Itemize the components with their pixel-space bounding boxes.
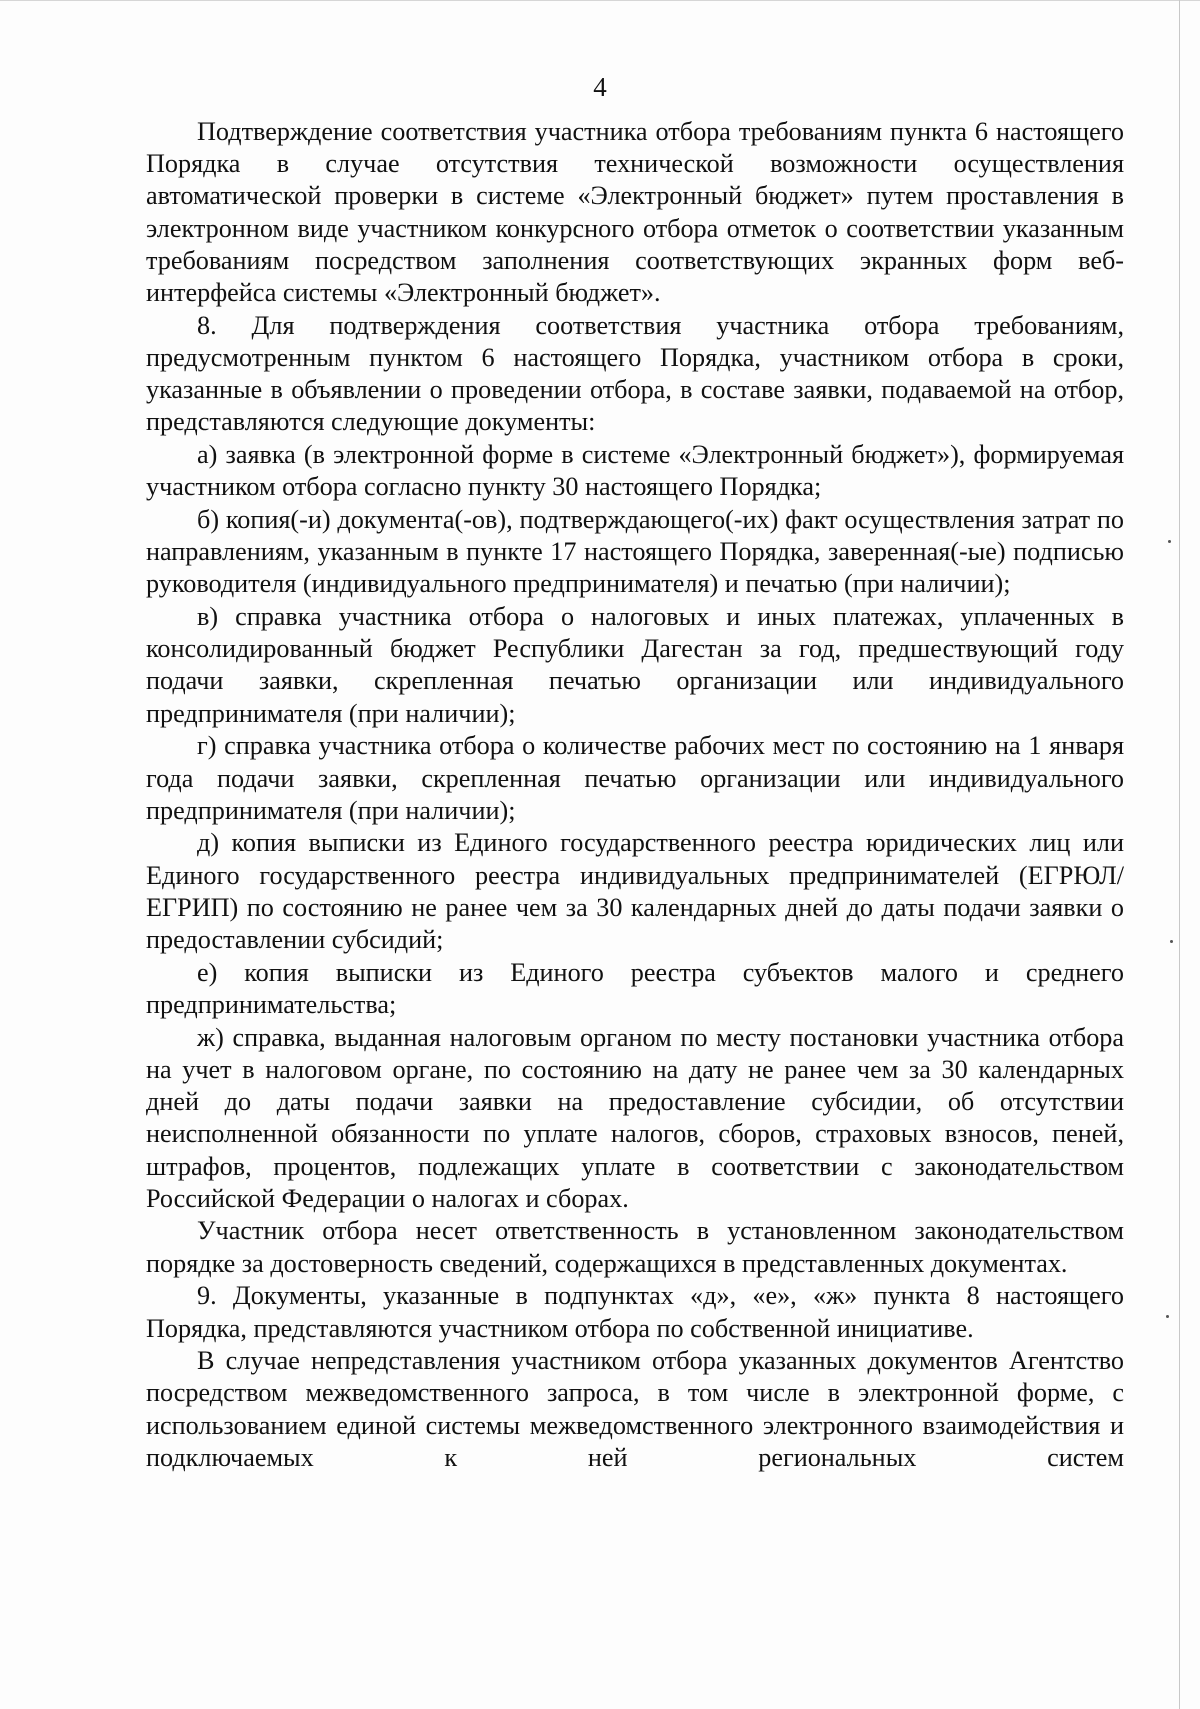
paragraph-confirmation: Подтверждение соответствия участника отбора требованиям пункта 6 настоящего Порядка в случае отсутствия технической возможности осуществления автоматической проверки в системе «Электронный бюджет» путем проставления в электронном виде участником конкурсного отбора отметок о соответствии указанным требованиям посредством заполнения соответствующих экранных форм веб-интерфейса системы «Электронный бюджет».: [146, 117, 1124, 308]
paragraph-subitem-a: а) заявка (в электронной форме в системе «Электронный бюджет»), формируемая участником отбора согласно пункту 30 настоящего Порядка;: [146, 440, 1124, 502]
paragraph-subitem-b: б) копия(-и) документа(-ов), подтверждающего(-их) факт осуществления затрат по направлениям, указанным в пункте 17 настоящего Порядка, заверенная(-ые) подписью руководителя (индивидуального предпринимателя) и печатью (при наличии);: [146, 504, 1124, 599]
paragraph-nonsubmission: В случае непредставления участником отбора указанных документов Агентство посредством межведомственного запроса, в том числе в электронной форме, с использованием единой системы межведомственного электронного взаимодействия и подключаемых к ней региональных систем: [146, 1346, 1124, 1472]
document-body: [146, 116, 1124, 1475]
scan-edge-right: [1179, 0, 1180, 1709]
scan-speck: [1168, 540, 1171, 543]
paragraph-subitem-zh: ж) справка, выданная налоговым органом по месту постановки участника отбора на учет в налоговом органе, по состоянию на дату не ранее чем за 30 календарных дней до даты подачи заявки на предоставление субсидии, об отсутствии неисполненной обязанности по уплате налогов, сборов, страховых взносов, пеней, штрафов, процентов, подлежащих уплате в соответствии с законодательством Российской Федерации о налогах и сборах.: [146, 1022, 1124, 1213]
paragraph-subitem-d: д) копия выписки из Единого государственного реестра юридических лиц или Единого государственного реестра индивидуальных предпринимателей (ЕГРЮЛ/ЕГРИП) по состоянию не ранее чем за 30 календарных дней до даты подачи заявки о предоставлении субсидий;: [146, 828, 1124, 955]
page-number: 4: [593, 72, 607, 102]
paragraph-subitem-g: г) справка участника отбора о количестве рабочих мест по состоянию на 1 января года подачи заявки, скрепленная печатью организации или индивидуального предпринимателя (при наличии);: [146, 731, 1124, 825]
paragraph-subitem-v: в) справка участника отбора о налоговых и иных платежах, уплаченных в консолидированный бюджет Республики Дагестан за год, предшествующий году подачи заявки, скрепленная печатью организации или индивидуального предпринимателя (при наличии);: [146, 602, 1124, 728]
paragraph-responsibility: Участник отбора несет ответственность в установленном законодательством порядке за достоверность сведений, содержащихся в представленных документах.: [146, 1216, 1124, 1278]
paragraph-subitem-e: е) копия выписки из Единого реестра субъектов малого и среднего предпринимательства;: [146, 957, 1124, 1019]
paragraph-item-9: 9. Документы, указанные в подпунктах «д», «е», «ж» пункта 8 настоящего Порядка, представляются участником отбора по собственной инициативе.: [146, 1281, 1124, 1343]
scan-edge-top: [0, 0, 1200, 1]
scan-speck: [1166, 1315, 1169, 1318]
scan-speck: [1170, 940, 1173, 943]
paragraph-item-8: 8. Для подтверждения соответствия участника отбора требованиям, предусмотренным пунктом 6 настоящего Порядка, участником отбора в сроки, указанные в объявлении о проведении отбора, в составе заявки, подаваемой на отбор, представляются следующие документы:: [146, 310, 1124, 437]
